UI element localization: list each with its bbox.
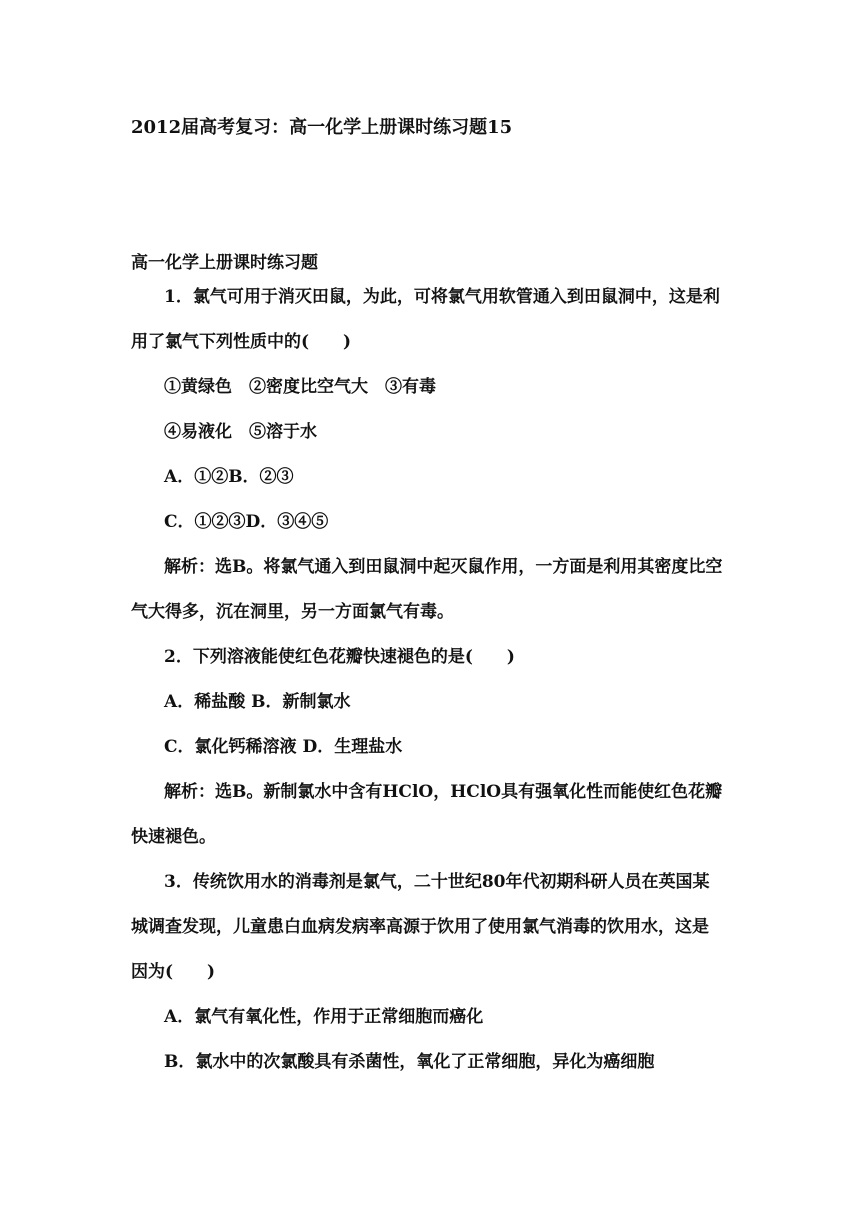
question-1-choice-ab: A．①②B．②③ (164, 467, 294, 487)
question-3-line-2: 城调查发现，儿童患白血病发病率高源于饮用了使用氯气消毒的饮用水，这是 (131, 917, 709, 937)
question-1-options-line-1: ①黄绿色 ②密度比空气大 ③有毒 (164, 377, 436, 397)
question-2-analysis-line-1: 解析：选B。新制氯水中含有HClO，HClO具有强氧化性而能使红色花瓣 (164, 782, 723, 802)
question-3-line-3: 因为( ) (131, 962, 216, 982)
question-1-analysis-line-2: 气大得多，沉在洞里，另一方面氯气有毒。 (131, 602, 454, 622)
question-2-line-1: 2．下列溶液能使红色花瓣快速褪色的是( ) (164, 647, 515, 667)
section-heading: 高一化学上册课时练习题 (131, 253, 318, 273)
question-1-options-line-2: ④易液化 ⑤溶于水 (164, 422, 317, 442)
question-2-choice-ab: A．稀盐酸 B．新制氯水 (164, 692, 351, 712)
question-3-line-1: 3．传统饮用水的消毒剂是氯气，二十世纪80年代初期科研人员在英国某 (164, 872, 710, 892)
question-1-analysis-line-1: 解析：选B。将氯气通入到田鼠洞中起灭鼠作用，一方面是利用其密度比空 (164, 557, 723, 577)
question-3-choice-a: A．氯气有氧化性，作用于正常细胞而癌化 (164, 1007, 484, 1027)
question-2-choice-cd: C．氯化钙稀溶液 D．生理盐水 (164, 737, 403, 757)
document-title: 2012届高考复习：高一化学上册课时练习题15 (131, 117, 513, 138)
question-1-line-2: 用了氯气下列性质中的( ) (131, 332, 352, 352)
question-3-choice-b: B．氯水中的次氯酸具有杀菌性，氧化了正常细胞，异化为癌细胞 (164, 1052, 655, 1072)
question-1-line-1: 1．氯气可用于消灭田鼠，为此，可将氯气用软管通入到田鼠洞中，这是利 (164, 287, 720, 307)
question-2-analysis-line-2: 快速褪色。 (131, 827, 216, 847)
question-1-choice-cd: C．①②③D．③④⑤ (164, 512, 329, 532)
